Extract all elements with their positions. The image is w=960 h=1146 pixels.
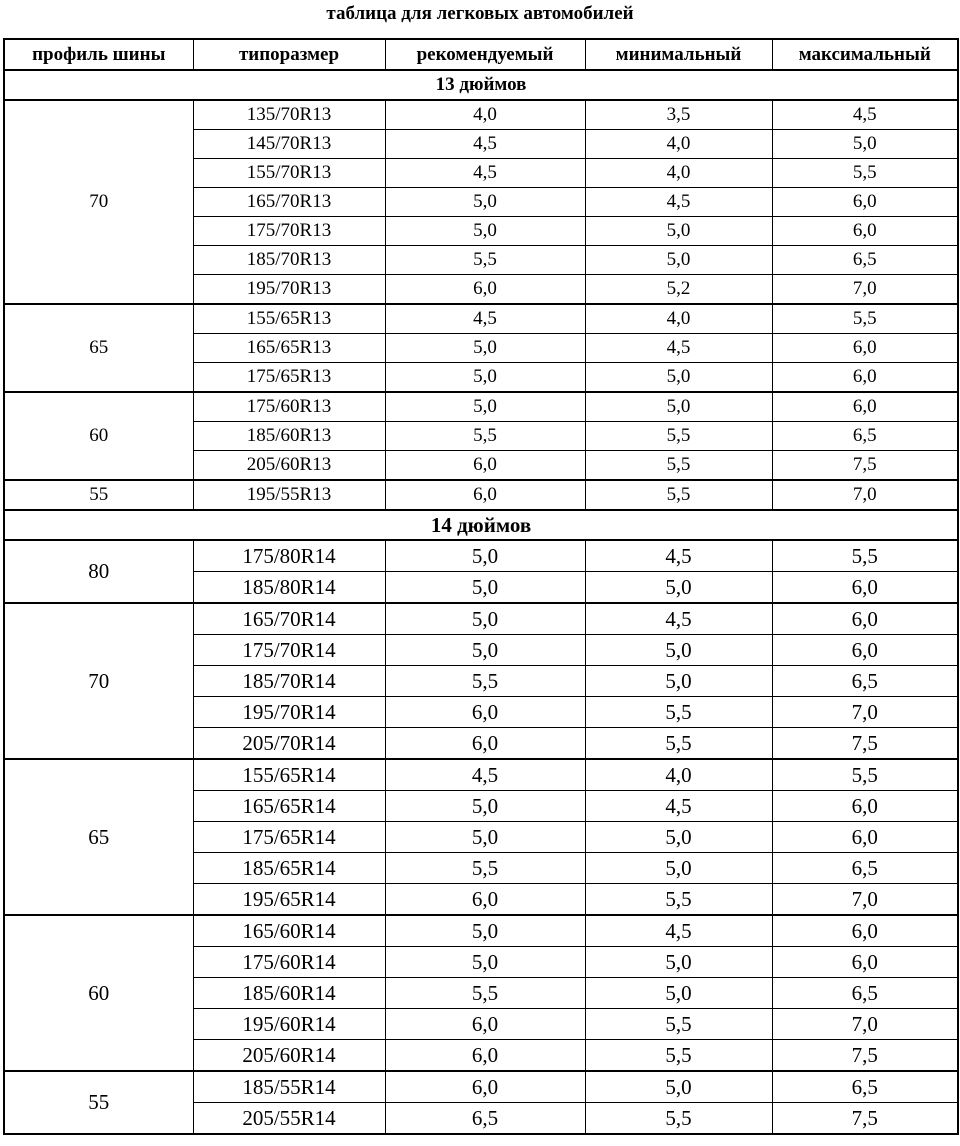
table-row (4, 915, 958, 947)
maximum-cell: 5,5 (772, 759, 958, 791)
maximum-cell: 6,0 (772, 363, 958, 393)
recommended-cell: 5,0 (385, 791, 585, 822)
size-cell: 175/65R13 (193, 363, 385, 393)
size-cell: 165/70R14 (193, 603, 385, 635)
maximum-cell: 7,0 (772, 1009, 958, 1040)
minimum-cell: 5,0 (585, 947, 772, 978)
minimum-cell: 4,0 (585, 159, 772, 188)
recommended-cell: 5,5 (385, 978, 585, 1009)
maximum-cell: 6,0 (772, 572, 958, 604)
minimum-cell: 5,0 (585, 635, 772, 666)
minimum-cell: 5,0 (585, 217, 772, 246)
size-cell: 135/70R13 (193, 100, 385, 130)
recommended-cell: 5,0 (385, 947, 585, 978)
size-cell: 185/55R14 (193, 1071, 385, 1103)
profile-cell: 65 (4, 304, 193, 392)
section-label: 14 дюймов (4, 510, 958, 540)
maximum-cell: 4,5 (772, 100, 958, 130)
recommended-cell: 6,0 (385, 1040, 585, 1072)
recommended-cell: 5,0 (385, 572, 585, 604)
minimum-cell: 5,0 (585, 246, 772, 275)
size-cell: 185/65R14 (193, 853, 385, 884)
minimum-cell: 4,5 (585, 188, 772, 217)
profile-cell: 70 (4, 100, 193, 304)
minimum-cell: 5,0 (585, 363, 772, 393)
maximum-cell: 7,0 (772, 275, 958, 305)
section-row (4, 510, 958, 540)
maximum-cell: 6,0 (772, 915, 958, 947)
col-header-profile: профиль шины (4, 39, 193, 70)
size-cell: 205/55R14 (193, 1103, 385, 1135)
table-header (4, 39, 958, 70)
recommended-cell: 6,0 (385, 884, 585, 916)
recommended-cell: 4,5 (385, 159, 585, 188)
minimum-cell: 5,5 (585, 1009, 772, 1040)
recommended-cell: 5,0 (385, 635, 585, 666)
maximum-cell: 5,5 (772, 304, 958, 334)
minimum-cell: 4,5 (585, 334, 772, 363)
maximum-cell: 6,0 (772, 334, 958, 363)
profile-cell: 80 (4, 540, 193, 603)
minimum-cell: 5,0 (585, 822, 772, 853)
size-cell: 175/60R13 (193, 392, 385, 422)
maximum-cell: 6,5 (772, 246, 958, 275)
size-cell: 185/70R14 (193, 666, 385, 697)
recommended-cell: 5,0 (385, 217, 585, 246)
maximum-cell: 6,5 (772, 1071, 958, 1103)
minimum-cell: 4,5 (585, 915, 772, 947)
size-cell: 185/70R13 (193, 246, 385, 275)
recommended-cell: 6,0 (385, 275, 585, 305)
size-cell: 185/60R14 (193, 978, 385, 1009)
minimum-cell: 5,0 (585, 392, 772, 422)
recommended-cell: 5,5 (385, 666, 585, 697)
minimum-cell: 5,0 (585, 978, 772, 1009)
table-body (4, 510, 958, 1134)
maximum-cell: 6,0 (772, 603, 958, 635)
table-row (4, 759, 958, 791)
size-cell: 185/60R13 (193, 422, 385, 451)
recommended-cell: 5,5 (385, 853, 585, 884)
recommended-cell: 6,0 (385, 451, 585, 481)
size-cell: 175/65R14 (193, 822, 385, 853)
col-header-minimum: минимальный (585, 39, 772, 70)
recommended-cell: 5,0 (385, 392, 585, 422)
maximum-cell: 6,0 (772, 392, 958, 422)
profile-cell: 70 (4, 603, 193, 759)
minimum-cell: 4,5 (585, 791, 772, 822)
minimum-cell: 5,5 (585, 1040, 772, 1072)
maximum-cell: 6,0 (772, 635, 958, 666)
size-cell: 185/80R14 (193, 572, 385, 604)
maximum-cell: 6,5 (772, 422, 958, 451)
recommended-cell: 5,0 (385, 188, 585, 217)
minimum-cell: 5,0 (585, 853, 772, 884)
size-cell: 155/65R13 (193, 304, 385, 334)
header-row (4, 39, 958, 70)
minimum-cell: 5,5 (585, 884, 772, 916)
size-cell: 195/60R14 (193, 1009, 385, 1040)
maximum-cell: 7,5 (772, 728, 958, 760)
page-title: таблица для легковых автомобилей (326, 3, 634, 24)
size-cell: 195/70R14 (193, 697, 385, 728)
recommended-cell: 6,0 (385, 1009, 585, 1040)
recommended-cell: 5,0 (385, 363, 585, 393)
maximum-cell: 6,5 (772, 978, 958, 1009)
size-cell: 195/70R13 (193, 275, 385, 305)
recommended-cell: 5,5 (385, 246, 585, 275)
maximum-cell: 6,5 (772, 666, 958, 697)
minimum-cell: 5,5 (585, 697, 772, 728)
minimum-cell: 5,2 (585, 275, 772, 305)
minimum-cell: 5,5 (585, 422, 772, 451)
size-cell: 155/70R13 (193, 159, 385, 188)
size-cell: 175/70R14 (193, 635, 385, 666)
size-cell: 195/55R13 (193, 480, 385, 510)
section-label: 13 дюймов (4, 70, 958, 100)
minimum-cell: 4,0 (585, 130, 772, 159)
table-row (4, 480, 958, 510)
size-cell: 155/65R14 (193, 759, 385, 791)
minimum-cell: 5,0 (585, 1071, 772, 1103)
maximum-cell: 6,5 (772, 853, 958, 884)
table-row (4, 100, 958, 130)
minimum-cell: 3,5 (585, 100, 772, 130)
minimum-cell: 4,0 (585, 759, 772, 791)
maximum-cell: 7,0 (772, 884, 958, 916)
recommended-cell: 5,0 (385, 603, 585, 635)
size-cell: 205/60R14 (193, 1040, 385, 1072)
section-row (4, 70, 958, 100)
size-cell: 165/60R14 (193, 915, 385, 947)
col-header-size: типоразмер (193, 39, 385, 70)
maximum-cell: 6,0 (772, 822, 958, 853)
size-cell: 165/65R14 (193, 791, 385, 822)
minimum-cell: 4,5 (585, 603, 772, 635)
maximum-cell: 5,5 (772, 540, 958, 572)
size-cell: 165/70R13 (193, 188, 385, 217)
maximum-cell: 6,0 (772, 217, 958, 246)
size-cell: 205/60R13 (193, 451, 385, 481)
col-header-maximum: максимальный (772, 39, 958, 70)
size-cell: 175/70R13 (193, 217, 385, 246)
table-row (4, 304, 958, 334)
maximum-cell: 7,5 (772, 1103, 958, 1135)
maximum-cell: 7,0 (772, 697, 958, 728)
recommended-cell: 5,0 (385, 334, 585, 363)
minimum-cell: 5,5 (585, 451, 772, 481)
recommended-cell: 6,0 (385, 1071, 585, 1103)
table-row (4, 392, 958, 422)
minimum-cell: 5,5 (585, 480, 772, 510)
table-row (4, 603, 958, 635)
recommended-cell: 6,0 (385, 697, 585, 728)
recommended-cell: 6,0 (385, 480, 585, 510)
recommended-cell: 6,5 (385, 1103, 585, 1135)
size-cell: 205/70R14 (193, 728, 385, 760)
table-body (4, 70, 958, 510)
recommended-cell: 4,5 (385, 759, 585, 791)
recommended-cell: 4,5 (385, 304, 585, 334)
recommended-cell: 5,5 (385, 422, 585, 451)
profile-cell: 65 (4, 759, 193, 915)
maximum-cell: 6,0 (772, 188, 958, 217)
recommended-cell: 5,0 (385, 540, 585, 572)
maximum-cell: 6,0 (772, 947, 958, 978)
recommended-cell: 6,0 (385, 728, 585, 760)
maximum-cell: 7,5 (772, 1040, 958, 1072)
maximum-cell: 7,0 (772, 480, 958, 510)
profile-cell: 55 (4, 1071, 193, 1134)
maximum-cell: 5,5 (772, 159, 958, 188)
profile-cell: 60 (4, 915, 193, 1071)
size-cell: 165/65R13 (193, 334, 385, 363)
minimum-cell: 5,5 (585, 728, 772, 760)
table-row (4, 1071, 958, 1103)
size-cell: 145/70R13 (193, 130, 385, 159)
recommended-cell: 5,0 (385, 822, 585, 853)
minimum-cell: 5,0 (585, 666, 772, 697)
col-header-recommended: рекомендуемый (385, 39, 585, 70)
size-cell: 175/80R14 (193, 540, 385, 572)
profile-cell: 55 (4, 480, 193, 510)
size-cell: 195/65R14 (193, 884, 385, 916)
rim-width-table (3, 38, 959, 1135)
size-cell: 175/60R14 (193, 947, 385, 978)
maximum-cell: 5,0 (772, 130, 958, 159)
recommended-cell: 4,0 (385, 100, 585, 130)
table-row (4, 540, 958, 572)
profile-cell: 60 (4, 392, 193, 480)
minimum-cell: 5,0 (585, 572, 772, 604)
recommended-cell: 5,0 (385, 915, 585, 947)
maximum-cell: 6,0 (772, 791, 958, 822)
maximum-cell: 7,5 (772, 451, 958, 481)
minimum-cell: 5,5 (585, 1103, 772, 1135)
minimum-cell: 4,5 (585, 540, 772, 572)
recommended-cell: 4,5 (385, 130, 585, 159)
minimum-cell: 4,0 (585, 304, 772, 334)
